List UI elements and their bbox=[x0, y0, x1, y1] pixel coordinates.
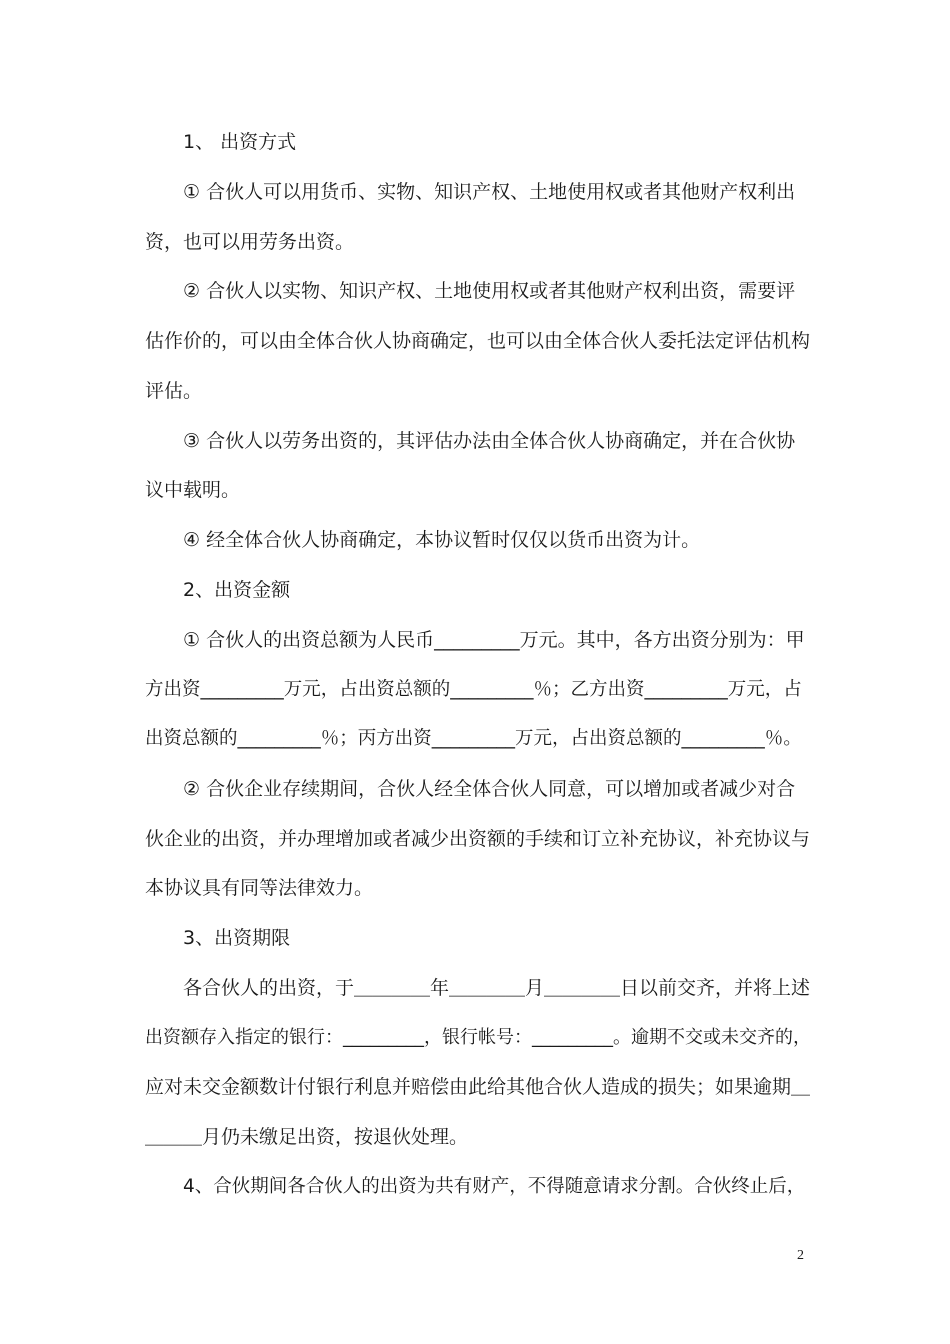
paragraph-line: 估作价的，可以由全体合伙人协商确定，也可以由全体合伙人委托法定评估机构 bbox=[145, 330, 811, 352]
page-number: 2 bbox=[797, 1248, 804, 1263]
paragraph-line: ① 合伙人可以用货币、实物、知识产权、土地使用权或者其他财产权利出 bbox=[183, 181, 796, 203]
paragraph-line: ＿＿＿月仍未缴足出资，按退伙处理。 bbox=[145, 1126, 469, 1148]
paragraph-line: 伙企业的出资，并办理增加或者减少出资额的手续和订立补充协议，补充协议与 bbox=[145, 828, 811, 850]
paragraph-line: 议中载明。 bbox=[145, 479, 241, 501]
paragraph-line: 评估。 bbox=[145, 380, 203, 402]
paragraph-line: ② 合伙企业存续期间，合伙人经全体合伙人同意，可以增加或者减少对合 bbox=[183, 778, 796, 800]
paragraph-line: 出资总额的_________％；丙方出资_________万元，占出资总额的_________％。 bbox=[145, 728, 802, 749]
paragraph-line: 4、合伙期间各合伙人的出资为共有财产，不得随意请求分割。合伙终止后， bbox=[183, 1176, 806, 1197]
section-heading-contribution-amount: 2、出资金额 bbox=[183, 579, 291, 601]
paragraph-line: 各合伙人的出资，于＿＿＿＿年＿＿＿＿月＿＿＿＿日以前交齐，并将上述 bbox=[183, 977, 811, 999]
paragraph-line: ③ 合伙人以劳务出资的，其评估办法由全体合伙人协商确定，并在合伙协 bbox=[183, 430, 796, 452]
paragraph-line: ② 合伙人以实物、知识产权、土地使用权或者其他财产权利出资，需要评 bbox=[183, 280, 796, 302]
paragraph-line: ④ 经全体合伙人协商确定，本协议暂时仅仅以货币出资为计。 bbox=[183, 529, 701, 551]
paragraph-line: ① 合伙人的出资总额为人民币_________万元。其中，各方出资分别为：甲 bbox=[183, 629, 805, 651]
paragraph-line: 出资额存入指定的银行：_________，银行帐号：_________。逾期不交或未交齐的， bbox=[145, 1027, 811, 1048]
paragraph-line: 应对未交金额数计付银行利息并赔偿由此给其他合伙人造成的损失；如果逾期＿ bbox=[145, 1076, 811, 1098]
paragraph-line: 方出资_________万元，占出资总额的_________％；乙方出资_________万元，占 bbox=[145, 679, 802, 700]
section-heading-contribution-deadline: 3、出资期限 bbox=[183, 927, 291, 949]
paragraph-line: 本协议具有同等法律效力。 bbox=[145, 877, 374, 899]
section-heading-contribution-method: 1、 出资方式 bbox=[183, 131, 297, 153]
paragraph-line: 资，也可以用劳务出资。 bbox=[145, 231, 355, 253]
